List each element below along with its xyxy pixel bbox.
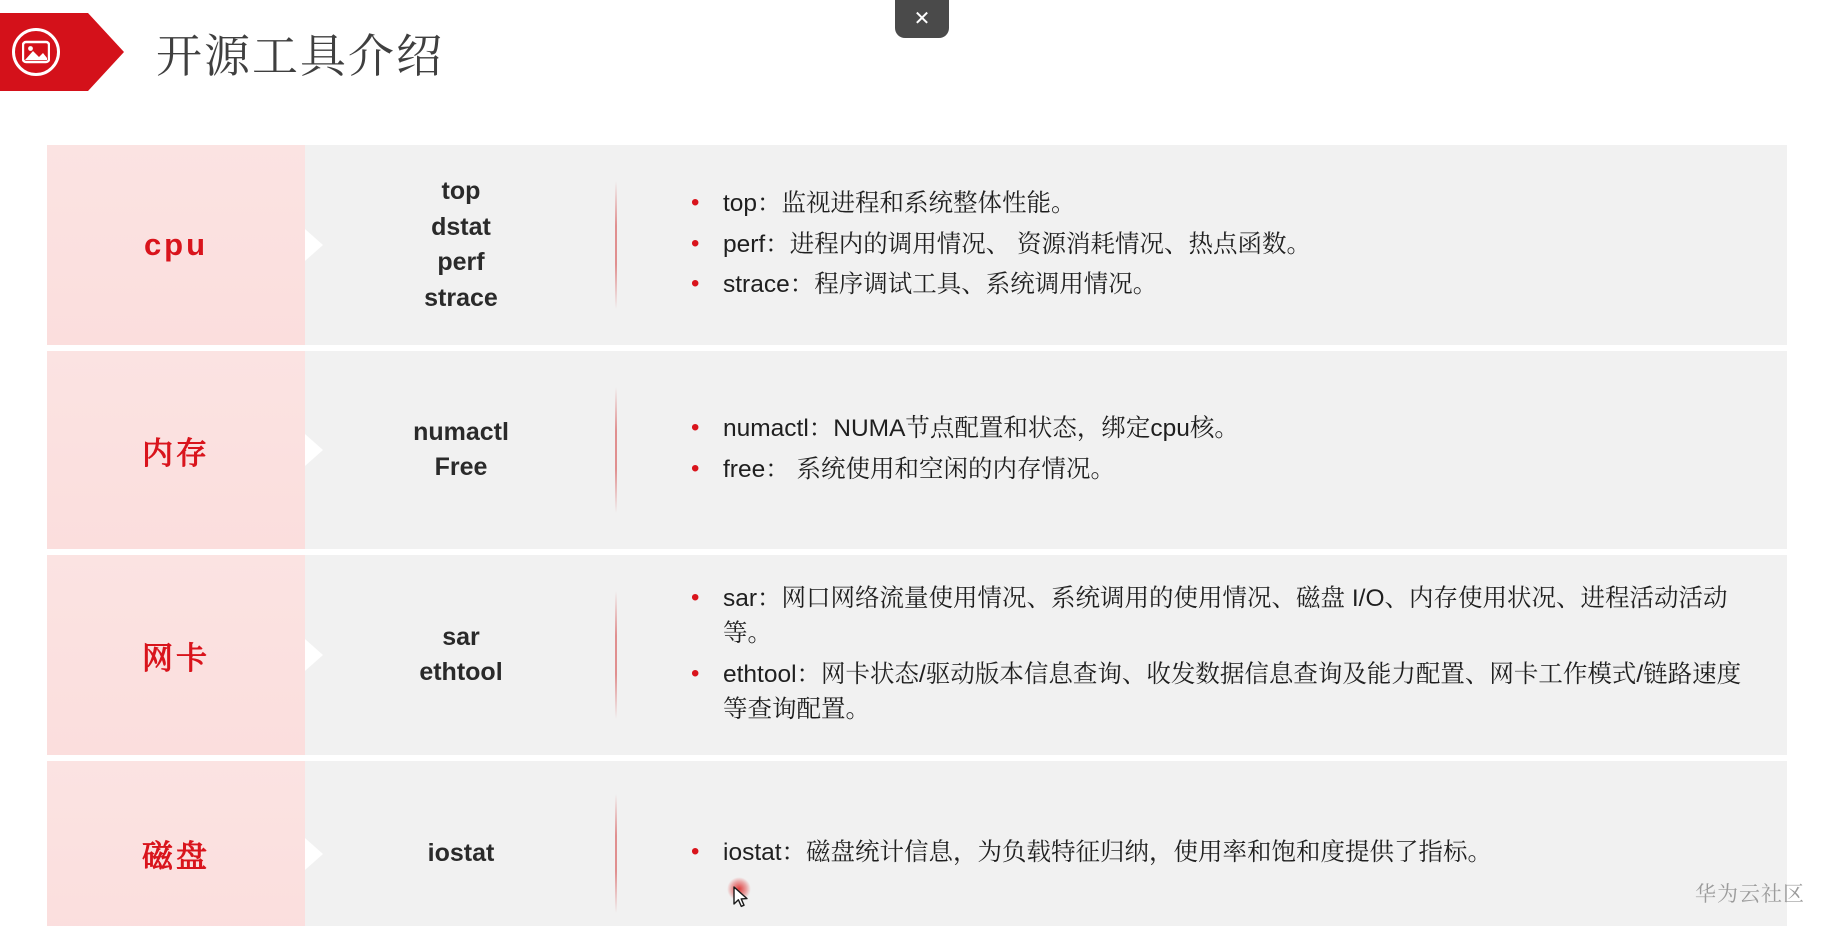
tools-table <box>47 145 1787 926</box>
slide-header <box>0 0 1827 108</box>
tools-cell-memory <box>305 351 617 549</box>
arrow-right-icon <box>305 229 323 261</box>
brand-logo-banner <box>0 13 124 91</box>
description-cell-cpu <box>617 145 1787 345</box>
description-cell-nic <box>617 555 1787 755</box>
arrow-right-icon <box>305 639 323 671</box>
list-item: • top：监视进程和系统整体性能。 <box>677 187 1757 222</box>
vertical-divider <box>615 181 617 309</box>
list-item: • ethtool：网卡状态/驱动版本信息查询、收发数据信息查询及能力配置、网卡工作模式/链路速度等查询配置。 <box>677 658 1757 728</box>
category-label: cpu <box>143 227 209 262</box>
vertical-divider <box>615 591 617 719</box>
category-label: 网卡 <box>142 640 210 676</box>
category-cell-nic <box>47 555 305 755</box>
tool-name: Free <box>434 453 488 481</box>
list-item: • iostat：磁盘统计信息，为负载特征归纳，使用率和饱和度提供了指标。 <box>677 836 1757 871</box>
category-label: 磁盘 <box>142 839 210 874</box>
list-item: • sar：网口网络流量使用情况、系统调用的使用情况、磁盘 I/O、内存使用状况、进程活动活动等。 <box>677 582 1757 652</box>
category-label: 内存 <box>142 435 210 471</box>
tool-name: iostat <box>427 838 495 867</box>
description-cell-memory <box>617 351 1787 549</box>
category-cell-memory <box>47 351 305 549</box>
vertical-divider <box>615 794 617 912</box>
page-title: 开源工具介绍 <box>156 30 444 82</box>
arrow-right-icon <box>305 434 323 466</box>
tools-cell-nic <box>305 555 617 755</box>
tool-name: dstat <box>431 212 491 241</box>
image-photo-icon <box>12 28 60 76</box>
tools-cell-cpu <box>305 145 617 345</box>
tools-cell-disk <box>305 761 617 926</box>
arrow-right-icon <box>305 838 323 870</box>
tool-name: strace <box>424 283 498 312</box>
list-item: • numactl：NUMA节点配置和状态，绑定cpu核。 <box>677 412 1757 447</box>
category-cell-cpu <box>47 145 305 345</box>
mouse-cursor-icon <box>733 886 751 915</box>
table-row <box>47 145 1787 345</box>
table-row <box>47 351 1787 549</box>
description-cell-disk <box>617 761 1787 926</box>
tool-name: ethtool <box>419 658 503 686</box>
list-item: • strace：程序调试工具、系统调用情况。 <box>677 268 1757 303</box>
category-cell-disk <box>47 761 305 926</box>
list-item: • perf：进程内的调用情况、 资源消耗情况、热点函数。 <box>677 228 1757 263</box>
watermark-text: 华为云社区 <box>1695 883 1805 906</box>
tool-name: numactl <box>413 417 509 446</box>
table-row <box>47 555 1787 755</box>
tool-name: perf <box>437 248 485 276</box>
list-item: • free： 系统使用和空闲的内存情况。 <box>677 453 1757 488</box>
close-button[interactable]: ✕ <box>895 0 949 38</box>
tool-name: sar <box>442 622 480 651</box>
tool-name: top <box>441 177 481 205</box>
table-row <box>47 761 1787 926</box>
vertical-divider <box>615 387 617 514</box>
